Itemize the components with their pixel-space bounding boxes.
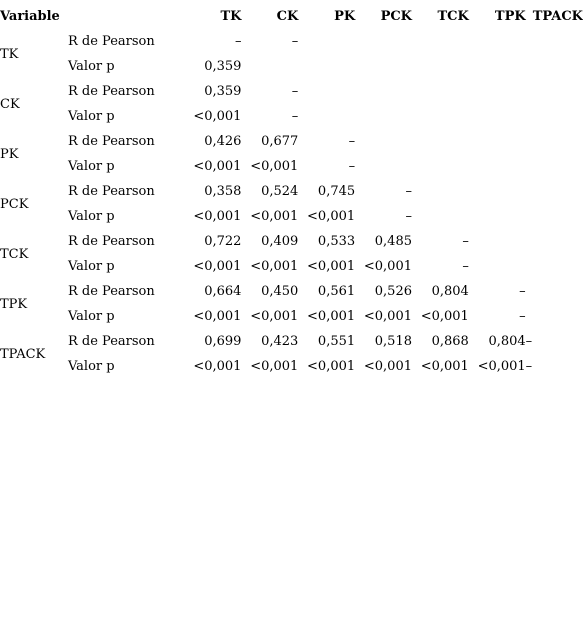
pearson-label: R de Pearson (67, 134, 155, 149)
table-cell (469, 29, 526, 54)
table-cell: – (348, 134, 356, 149)
pvalue-label: Valor p (67, 159, 115, 174)
header-pck: PCK (380, 9, 412, 24)
table-cell: – (405, 184, 412, 199)
table-cell: 0,722 (204, 234, 242, 249)
table-cell (412, 79, 469, 104)
table-cell (298, 104, 355, 129)
table-cell (298, 54, 355, 79)
table-cell: 0,524 (261, 184, 299, 199)
table-cell: – (405, 209, 412, 224)
table-cell (355, 104, 412, 129)
table-cell (412, 29, 469, 54)
table-cell: – (348, 159, 356, 174)
table-cell: – (462, 234, 469, 249)
table-cell: – (462, 259, 469, 274)
table-cell: <0,001 (193, 109, 242, 124)
pvalue-label: Valor p (67, 209, 115, 224)
pvalue-label: Valor p (67, 109, 115, 124)
table-cell: – (519, 309, 526, 324)
table-cell (469, 229, 526, 254)
table-cell: 0,426 (204, 134, 242, 149)
pvalue-label: Valor p (67, 59, 115, 74)
row-variable-label: PCK (0, 196, 29, 212)
table-row (0, 304, 583, 329)
table-cell (355, 129, 412, 154)
table-cell (298, 29, 355, 54)
table-cell (526, 79, 583, 104)
pearson-label: R de Pearson (67, 334, 155, 349)
table-cell: <0,001 (307, 259, 356, 274)
table-cell (469, 154, 526, 179)
table-cell (469, 179, 526, 204)
table-row (0, 254, 583, 279)
table-cell: <0,001 (193, 159, 242, 174)
table-cell (469, 204, 526, 229)
table-cell (526, 154, 583, 179)
table-cell (355, 79, 412, 104)
table-cell: <0,001 (363, 359, 412, 374)
row-variable-label: TPACK (0, 346, 46, 362)
table-cell: 0,677 (261, 134, 299, 149)
table-cell: <0,001 (307, 209, 356, 224)
table-cell: <0,001 (193, 309, 242, 324)
row-variable-label: TK (0, 46, 19, 62)
table-cell: – (291, 84, 299, 99)
table-cell: <0,001 (420, 359, 469, 374)
table-cell (412, 154, 469, 179)
header-tpack: TPACK (532, 9, 583, 24)
table-cell (241, 54, 298, 79)
table-cell: 0,526 (374, 284, 412, 299)
table-cell (469, 54, 526, 79)
table-cell: 0,409 (261, 234, 299, 249)
table-cell: – (291, 109, 299, 124)
pearson-label: R de Pearson (67, 284, 155, 299)
row-variable-label: TPK (0, 296, 28, 312)
table-cell (412, 54, 469, 79)
table-cell (526, 254, 583, 279)
table-cell: 0,804 (431, 284, 469, 299)
table-cell (526, 204, 583, 229)
table-cell: 0,359 (204, 59, 242, 74)
table-row (0, 104, 583, 129)
table-cell: – (234, 34, 242, 49)
table-row (0, 329, 583, 354)
table-row (0, 229, 583, 254)
row-variable-label: CK (0, 96, 20, 112)
table-cell (412, 129, 469, 154)
header-tck: TCK (437, 9, 469, 24)
pearson-label: R de Pearson (67, 34, 155, 49)
table-cell: 0,358 (204, 184, 242, 199)
table-body (0, 29, 583, 379)
table-cell: 0,551 (317, 334, 356, 349)
table-cell (412, 204, 469, 229)
table-cell (355, 154, 412, 179)
table-row (0, 279, 583, 304)
table-cell: 0,561 (317, 284, 356, 299)
table-row (0, 154, 583, 179)
header-tk: TK (220, 9, 242, 24)
correlation-table (0, 4, 583, 379)
table-row (0, 129, 583, 154)
table-cell (526, 104, 583, 129)
table-cell (469, 104, 526, 129)
table-cell (469, 79, 526, 104)
table-cell (526, 304, 583, 329)
table-row (0, 204, 583, 229)
table-cell: <0,001 (307, 309, 356, 324)
table-cell: – (519, 284, 526, 299)
table-cell (526, 129, 583, 154)
table-cell: <0,001 (250, 159, 299, 174)
table-cell: 0,533 (317, 234, 356, 249)
table-cell (469, 129, 526, 154)
table-cell: <0,001 (193, 359, 242, 374)
table-cell: <0,001 (250, 309, 299, 324)
table-cell: <0,001 (363, 259, 412, 274)
pvalue-label: Valor p (67, 309, 115, 324)
header-tpk: TPK (494, 9, 526, 24)
table-cell: – (291, 34, 299, 49)
table-cell: 0,450 (261, 284, 299, 299)
table-cell: – (525, 334, 533, 349)
table-cell: <0,001 (307, 359, 356, 374)
table-cell (526, 229, 583, 254)
table-cell: <0,001 (250, 209, 299, 224)
table-cell: <0,001 (420, 309, 469, 324)
table-row (0, 79, 583, 104)
header-row (0, 4, 583, 29)
row-variable-label: TCK (0, 246, 29, 262)
pearson-label: R de Pearson (67, 84, 155, 99)
table-cell: <0,001 (193, 259, 242, 274)
table-cell (526, 179, 583, 204)
table-header (0, 4, 583, 29)
table-cell (412, 179, 469, 204)
pvalue-label: Valor p (67, 259, 115, 274)
header-variable: Variable (0, 9, 60, 24)
header-pk: PK (334, 9, 356, 24)
pvalue-label: Valor p (67, 359, 115, 374)
table-cell: <0,001 (250, 359, 299, 374)
header-ck: CK (276, 9, 299, 24)
table-cell: <0,001 (363, 309, 412, 324)
table-cell (355, 29, 412, 54)
table-cell: 0,699 (204, 334, 242, 349)
table-cell (355, 54, 412, 79)
table-cell: <0,001 (250, 259, 299, 274)
table-cell: 0,359 (204, 84, 242, 99)
table-cell (526, 29, 583, 54)
table-row (0, 29, 583, 54)
table-cell (412, 104, 469, 129)
pearson-label: R de Pearson (67, 234, 155, 249)
table-cell: <0,001 (477, 359, 526, 374)
table-cell: 0,518 (374, 334, 412, 349)
table-cell (526, 54, 583, 79)
table-cell: 0,804 (488, 334, 526, 349)
table-cell: 0,664 (204, 284, 242, 299)
table-cell (526, 279, 583, 304)
table-cell (298, 79, 355, 104)
row-variable-label: PK (0, 146, 19, 162)
table-cell: – (525, 359, 533, 374)
table-cell: 0,745 (317, 184, 356, 199)
header-stat-blank (68, 4, 159, 29)
table-row (0, 54, 583, 79)
table-cell: 0,423 (261, 334, 299, 349)
table-cell: <0,001 (193, 209, 242, 224)
table-row (0, 354, 583, 379)
table-row (0, 179, 583, 204)
table-cell (469, 254, 526, 279)
table-cell: 0,868 (431, 334, 469, 349)
table-cell: 0,485 (374, 234, 412, 249)
pearson-label: R de Pearson (67, 184, 155, 199)
